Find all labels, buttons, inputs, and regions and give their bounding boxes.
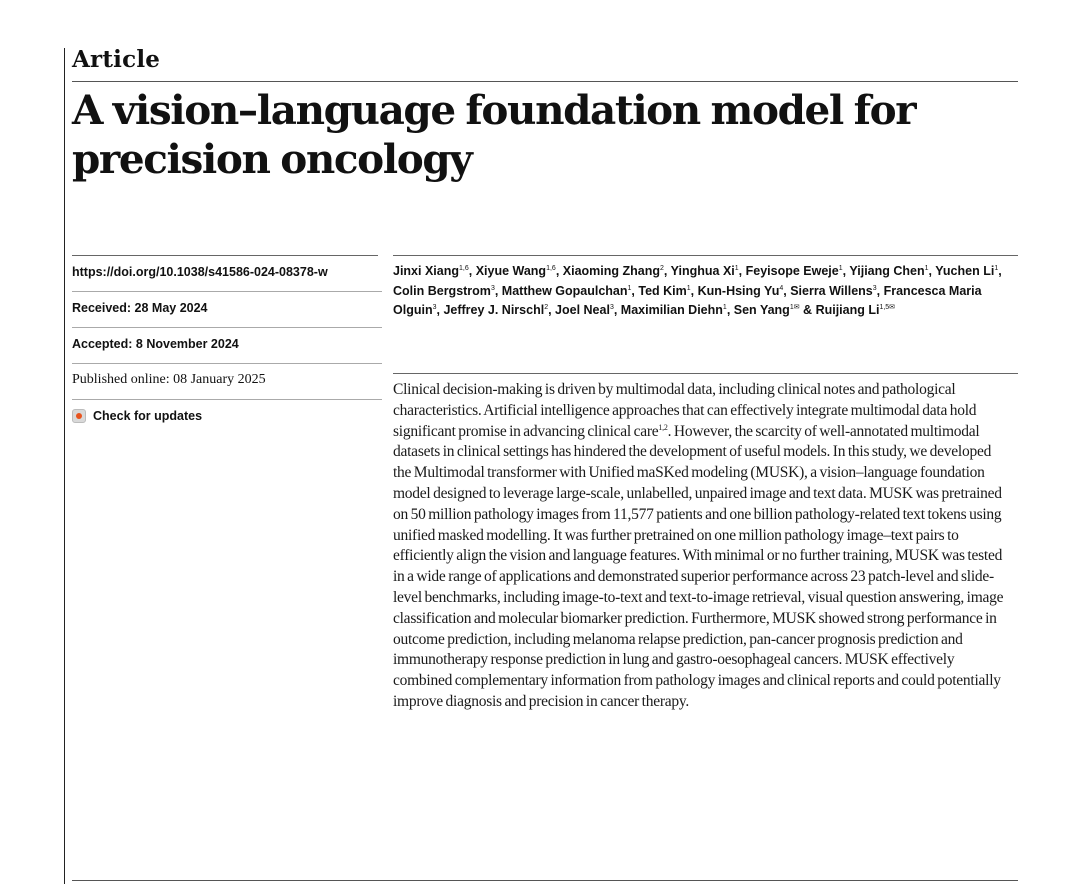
author-name: Xiaoming Zhang	[562, 264, 660, 278]
author-name: Joel Neal	[555, 303, 610, 317]
abstract-part-1: Clinical decision-making is driven by multimodal data, including clinical notes and pathological characteristics. Artificial intelligence approaches that can effectively integrate multimodal data hold significant promise in advancing clinical care	[393, 381, 977, 440]
author[interactable]	[698, 284, 784, 298]
author[interactable]	[638, 284, 690, 298]
author-name: Jinxi Xiang	[393, 264, 459, 278]
header-divider	[72, 81, 1018, 82]
check-for-updates-label: Check for updates	[93, 409, 203, 423]
published-date: Published online: 08 January 2025	[72, 370, 382, 400]
author[interactable]	[393, 264, 469, 278]
author-affiliation: 3	[432, 303, 437, 311]
author-separator: ,	[468, 264, 476, 278]
author-separator: ,	[998, 264, 1002, 278]
author-name: Colin Bergstrom	[393, 283, 491, 298]
author-affiliation: 1,6	[459, 264, 469, 272]
author-affiliation: 2	[544, 303, 549, 311]
author-affiliation: 1	[838, 264, 843, 272]
doi-link[interactable]: https://doi.org/10.1038/s41586-024-08378-w	[72, 262, 382, 292]
author[interactable]	[816, 303, 896, 317]
author[interactable]	[671, 264, 739, 278]
author-affiliation: 1,6	[546, 264, 556, 272]
author-separator: ,	[928, 264, 936, 278]
author-separator: ,	[738, 264, 746, 278]
author-name: Xiyue Wang	[475, 264, 547, 278]
author-name: Sen Yang	[733, 303, 790, 317]
author[interactable]	[849, 264, 928, 278]
reference-citation[interactable]: 1,2	[658, 422, 668, 432]
author[interactable]	[621, 303, 727, 317]
author-separator: ,	[494, 283, 502, 298]
author[interactable]	[443, 303, 548, 317]
author-list	[393, 262, 1023, 321]
abstract-divider	[393, 373, 1018, 374]
author-separator: ,	[631, 283, 639, 298]
author-affiliation: 1	[994, 264, 999, 272]
author-affiliation: 3	[609, 303, 614, 311]
author[interactable]	[935, 264, 998, 278]
article-title: A vision–language foundation model for precision oncology	[72, 86, 916, 183]
authors-divider	[393, 255, 1018, 256]
author-affiliation: 1	[686, 284, 691, 292]
author-separator: ,	[783, 283, 791, 298]
author-name: Yinghua Xi	[670, 264, 735, 278]
author[interactable]	[555, 303, 614, 317]
author-name: Maximilian Diehn	[620, 303, 723, 317]
author-name: Feyisope Eweje	[745, 264, 839, 278]
author-affiliation: 1	[627, 284, 632, 292]
article-type-label: Article	[72, 46, 161, 73]
author-name: Sierra Willens	[790, 283, 873, 298]
abstract-part-2: . However, the scarcity of well-annotated multimodal datasets in clinical settings has hindered the development of useful models. In this study, we developed the Multimodal transformer with Unified maSKed modeling (MUSK), a vision–language foundation model designed to leverage large-scale, unlabelled, unpaired image and text data. MUSK was pretrained on 50 million pathology images from 11,577 patients and one billion pathology-related text tokens using unified masked modelling. It was further pretrained on one million pathology image–text pairs to efficiently align the vision and language features. With minimal or no further training, MUSK was tested in a wide range of applications and demonstrated superior performance across 23 patch-level and slide-level benchmarks, including image-to-text and text-to-image retrieval, visual question answering, image classification and molecular biomarker prediction. Furthermore, MUSK showed strong performance in outcome prediction, including melanoma relapse prediction, pan-cancer prognosis prediction and immunotherapy response prediction in lung and gastro-oesophageal cancers. MUSK effectively combined complementary information from pathology images and clinical reports and could potentially improve diagnosis and precision in cancer therapy.	[393, 422, 1004, 710]
author[interactable]	[734, 303, 800, 317]
author-separator: ,	[726, 303, 734, 317]
author-affiliation: 4	[779, 284, 784, 292]
author-separator: ,	[548, 303, 556, 317]
author-separator: ,	[690, 283, 698, 298]
accepted-date: Accepted: 8 November 2024	[72, 334, 382, 364]
footer-divider	[72, 880, 1018, 881]
article-metadata	[72, 262, 382, 426]
author[interactable]	[502, 284, 632, 298]
author-name: Ted Kim	[638, 283, 687, 298]
author-affiliation: 3	[872, 284, 877, 292]
author-affiliation: 2	[660, 264, 664, 272]
author-name: Yijiang Chen	[849, 264, 925, 278]
author-name: Ruijiang Li	[815, 303, 880, 317]
received-date: Received: 28 May 2024	[72, 298, 382, 328]
author-affiliation: 1	[924, 264, 929, 272]
author-affiliation: 1	[722, 303, 727, 311]
left-margin-rule	[64, 48, 65, 884]
author[interactable]	[393, 284, 495, 298]
author-name: Yuchen Li	[935, 264, 995, 278]
author-name: Francesca Maria Olguin	[393, 283, 982, 317]
author-affiliation: 1✉	[789, 303, 800, 311]
author-separator: ,	[663, 264, 671, 278]
author-affiliation: 1	[734, 264, 739, 272]
author-separator: ,	[876, 283, 884, 298]
check-for-updates-button[interactable]	[72, 406, 382, 426]
author-separator: ,	[555, 264, 563, 278]
check-for-updates-icon	[72, 409, 86, 423]
meta-divider	[72, 255, 378, 256]
author-name: Jeffrey J. Nirschl	[443, 303, 545, 317]
author-separator: ,	[842, 264, 850, 278]
author-separator: ,	[613, 303, 621, 317]
author[interactable]	[476, 264, 556, 278]
author[interactable]	[563, 264, 664, 278]
author[interactable]	[746, 264, 843, 278]
author-name: Kun-Hsing Yu	[697, 283, 780, 298]
author[interactable]	[790, 284, 876, 298]
abstract-text	[393, 380, 1008, 713]
author-separator: ,	[436, 303, 444, 317]
author-name: Matthew Gopaulchan	[501, 283, 628, 298]
author-separator: &	[799, 303, 816, 317]
author-affiliation: 3	[490, 284, 495, 292]
author-affiliation: 1,5✉	[879, 303, 896, 311]
